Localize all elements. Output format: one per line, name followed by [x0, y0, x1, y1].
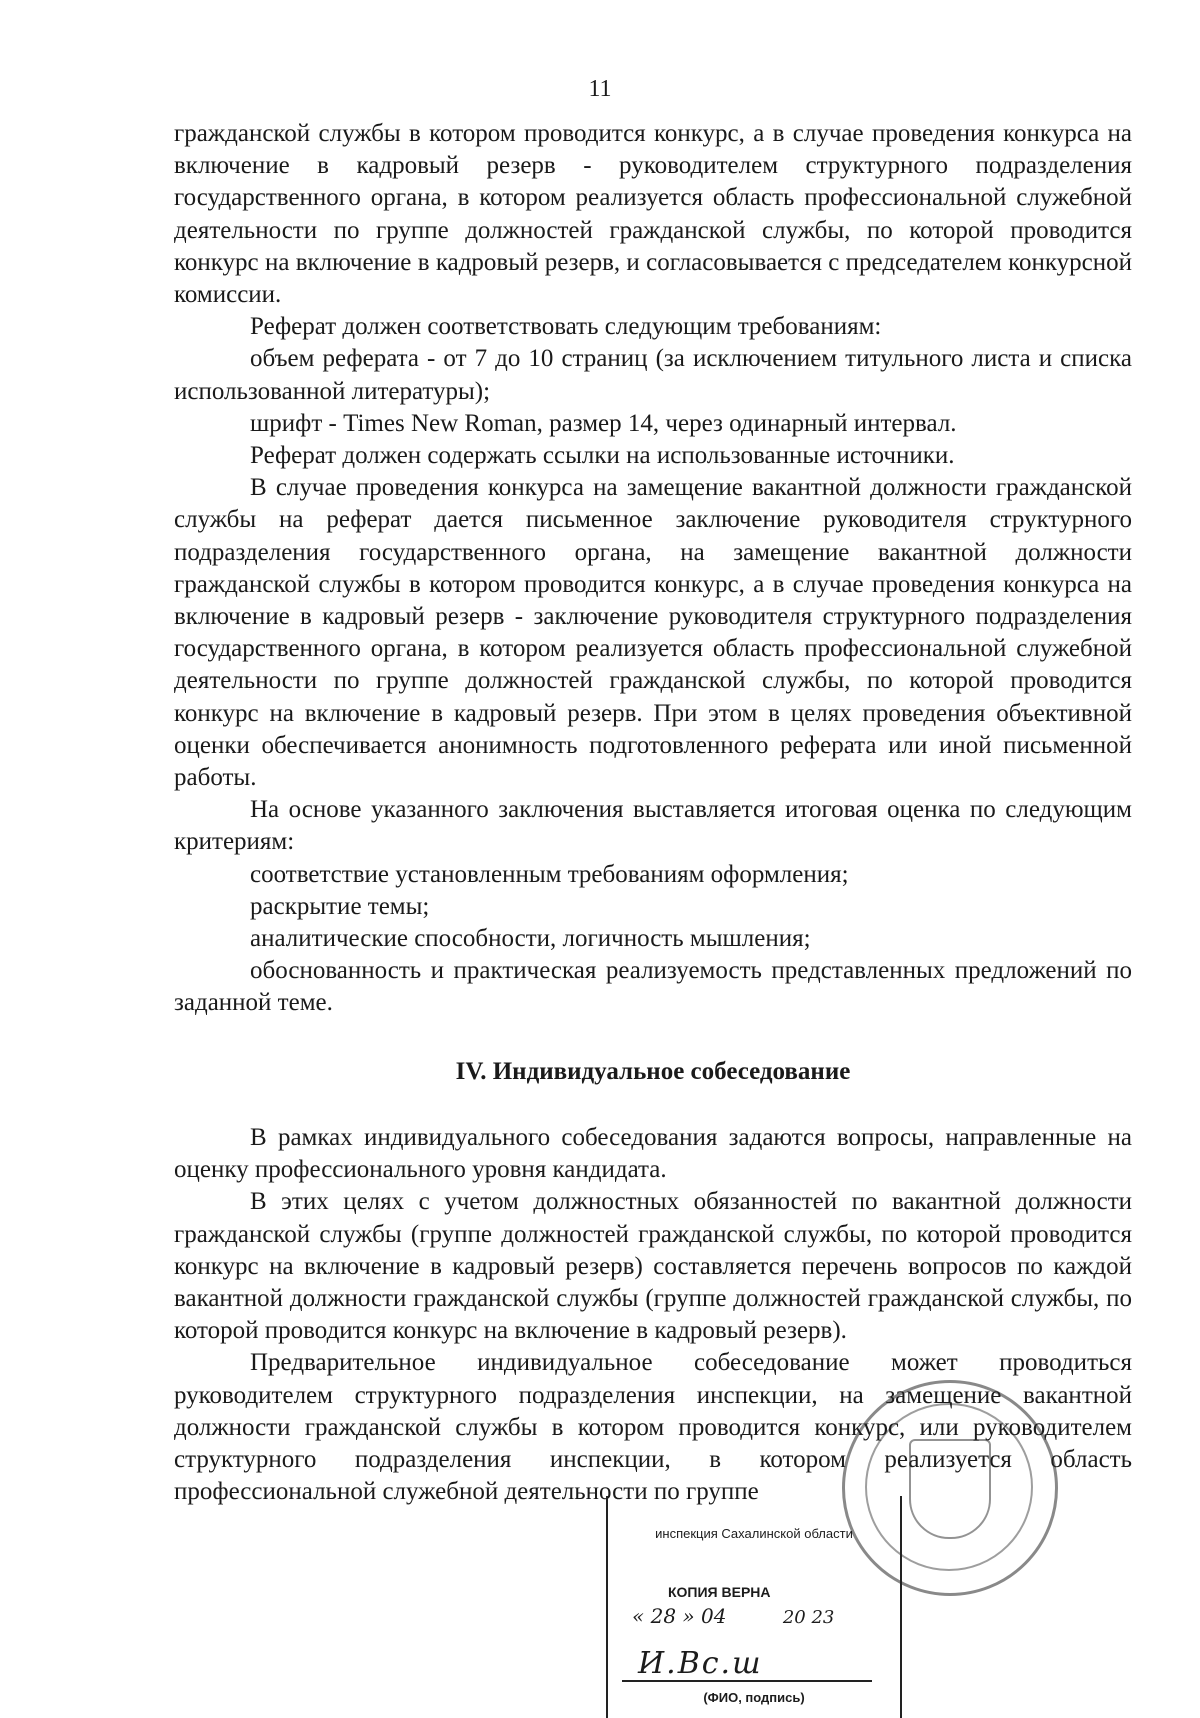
paragraph: В рамках индивидуального собеседования задаются вопросы, направленные на оценку профессионального уровня кандидата. — [174, 1123, 1132, 1184]
stamp-caption: (ФИО, подпись) — [703, 1690, 805, 1705]
stamp-date — [632, 1604, 834, 1628]
paragraph: Предварительное индивидуальное собеседование может проводиться руководителем структурного подразделения инспекции, на замещение вакантной должности гражданской службы в котором проводится конкурс, или руководителем структурного подразделения инспекции, в котором реализуется область профессиональной служебной деятельности по группе — [174, 1349, 1132, 1506]
paragraph: В этих целях с учетом должностных обязанностей по вакантной должности гражданской службы (группе должностей гражданской службы, по которой проводится конкурс на включение в кадровый резерв) составляется перечень вопросов по каждой вакантной должности гражданской службы (группе должностей гражданской службы, по которой проводится конкурс на включение в кадровый резерв). — [174, 1188, 1132, 1345]
paragraph: гражданской службы в котором проводится конкурс, а в случае проведения конкурса на включение в кадровый резерв - руководителем структурного подразделения государственного органа, в котором реализуется область профессиональной служебной деятельности по группе должностей гражданской службы, по которой проводится конкурс на включение в кадровый резерв, и согласовывается с председателем конкурсной комиссии. — [174, 120, 1132, 309]
stamp-copy-label: КОПИЯ ВЕРНА — [668, 1584, 771, 1600]
handwritten-signature: И.Вс.ш — [638, 1646, 763, 1681]
stamp-date-year: 20 23 — [782, 1607, 835, 1628]
certification-stamp — [606, 1496, 902, 1718]
paragraph: объем реферата - от 7 до 10 страниц (за исключением титульного листа и списка использованной литературы); — [174, 345, 1132, 405]
paragraph: Реферат должен соответствовать следующим требованиям: — [250, 313, 882, 341]
paragraph: шрифт - Times New Roman, размер 14, через одинарный интервал. — [250, 409, 957, 437]
coat-of-arms-icon — [909, 1439, 991, 1539]
page-number: 11 — [588, 76, 612, 102]
list-item: раскрытие темы; — [250, 892, 430, 920]
stamp-organization: инспекция Сахалинской области — [655, 1526, 853, 1541]
list-item: аналитические способности, логичность мышления; — [250, 925, 811, 953]
list-item: обоснованность и практическая реализуемость представленных предложений по заданной теме. — [174, 957, 1132, 1017]
stamp-date-month: 04 — [701, 1604, 727, 1628]
list-item: соответствие установленным требованиям оформления; — [250, 860, 849, 888]
signature-line — [622, 1680, 872, 1682]
paragraph: На основе указанного заключения выставляется итоговая оценка по следующим критериям: — [174, 796, 1132, 856]
document-body — [174, 118, 1132, 1508]
section-heading: IV. Индивидуальное собеседование — [455, 1057, 851, 1085]
paragraph: В случае проведения конкурса на замещение вакантной должности гражданской службы на реферат дается письменное заключение руководителя структурного подразделения государственного органа, на замещение вакантной должности гражданской службы в котором проводится конкурс, а в случае проведения конкурса на включение в кадровый резерв - заключение руководителя структурного подразделения государственного органа, в котором реализуется область профессиональной служебной деятельности по группе должностей гражданской службы, по которой проводится конкурс на включение в кадровый резерв. При этом в целях проведения объективной оценки обеспечивается анонимность подготовленного реферата или иной письменной работы. — [174, 474, 1132, 792]
stamp-date-day: « 28 » — [632, 1604, 695, 1628]
paragraph: Реферат должен содержать ссылки на использованные источники. — [250, 442, 955, 470]
